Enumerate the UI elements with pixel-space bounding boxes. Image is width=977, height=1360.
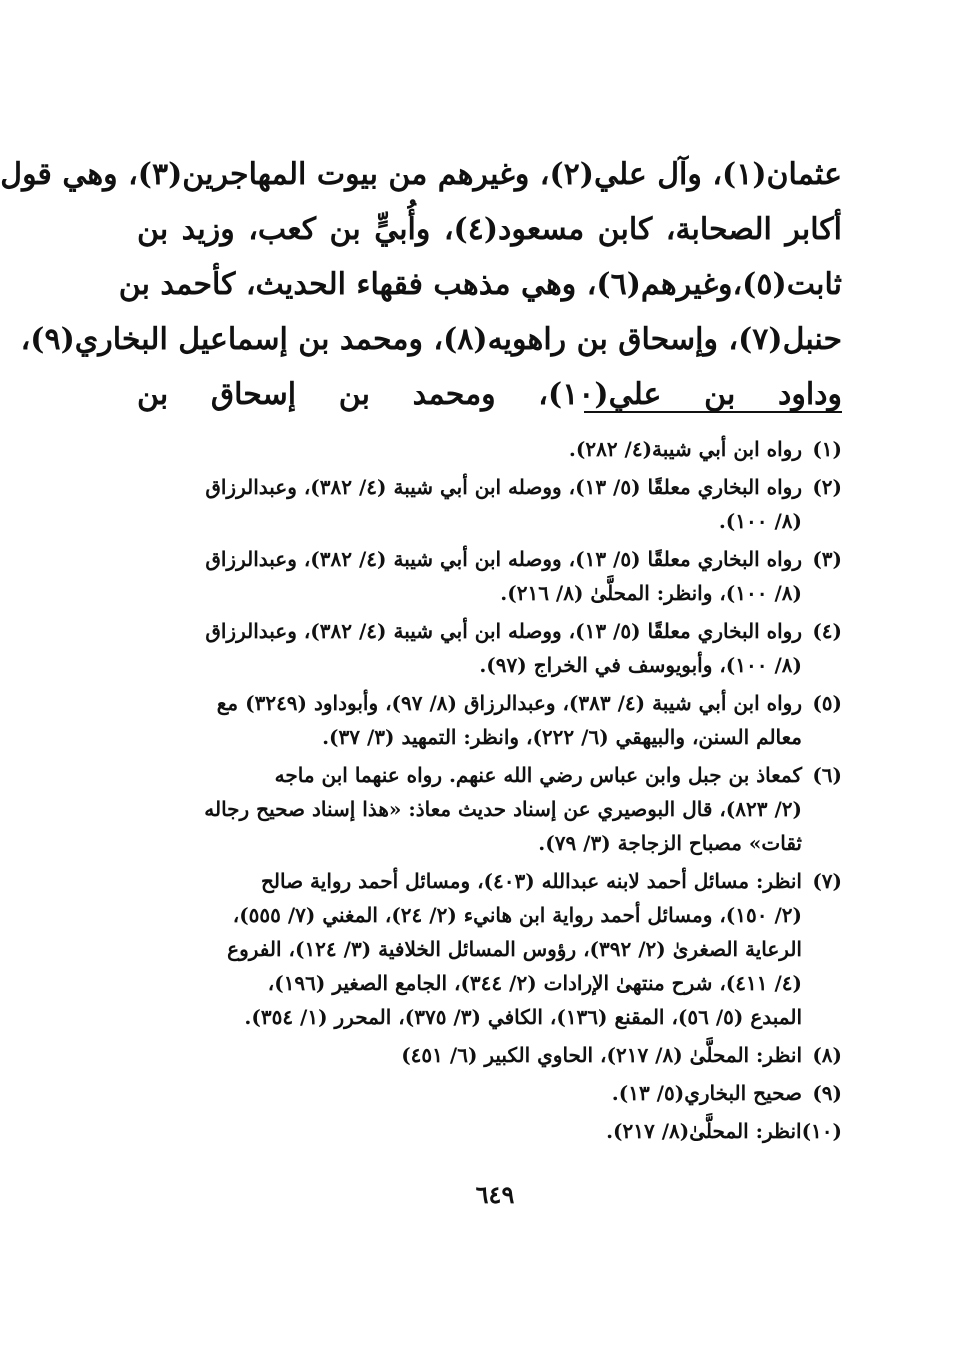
footnote-line: المبدع (٥/ ٥٦)، المقنع (١٣٦)، الكافي (٣/ ٣٧٥)، المحرر (١/ ٣٥٤). bbox=[244, 1005, 802, 1029]
footnote-body bbox=[142, 1076, 802, 1110]
footnote-line: معالم السنن، والبيهقي (٦/ ٢٢٢)، وانظر: التمهيد (٣/ ٣٧). bbox=[322, 725, 802, 749]
footnote-line: الرعاية الصغرىٰ (٢/ ٣٩٢)، رؤوس المسائل الخلافية (٣/ ١٢٤)، الفروع bbox=[227, 937, 802, 961]
footnote-number: (٦) bbox=[812, 763, 842, 787]
footnotes bbox=[142, 432, 842, 1152]
footnote-number: (٢) bbox=[812, 475, 842, 499]
footnote-line: (٨/ ١٠٠)، وانظر: المحلَّىٰ (٨/ ٢١٦). bbox=[500, 581, 802, 605]
footnote-separator bbox=[584, 411, 842, 413]
footnote bbox=[142, 542, 842, 610]
footnote-number: (٤) bbox=[812, 619, 842, 643]
footnote-body bbox=[142, 758, 802, 860]
footnote-body bbox=[142, 542, 802, 610]
footnote-line: (٨/ ١٠٠). bbox=[718, 509, 802, 533]
footnote bbox=[142, 470, 842, 538]
footnote-body bbox=[142, 432, 802, 466]
footnote-number: (١) bbox=[812, 437, 842, 461]
footnote bbox=[142, 1114, 842, 1148]
footnote-line: (٢/ ٨٢٣)، قال البوصيري عن إسناد حديث معاذ: «هذا إسناد صحيح رجاله bbox=[204, 797, 802, 821]
footnote bbox=[142, 1038, 842, 1072]
footnote-line: انظر: المحلَّىٰ (٨/ ٢١٧)، الحاوي الكبير (٦/ ٤٥١) bbox=[401, 1043, 802, 1067]
main-text-line: ثابت(٥)،وغيرهم(٦)، وهي مذهب فقهاء الحديث، كأحمد بن bbox=[118, 267, 842, 302]
footnote bbox=[142, 758, 842, 860]
footnote-body bbox=[142, 686, 802, 754]
footnote-body bbox=[142, 470, 802, 538]
footnote-line: (٨/ ١٠٠)، وأبويوسف في الخراج (٩٧). bbox=[479, 653, 802, 677]
footnote-number: (٨) bbox=[812, 1043, 842, 1067]
footnote-line: رواه البخاري معلقًا (٥/ ١٣)، ووصله ابن أبي شيبة (٤/ ٣٨٢)، وعبدالرزاق bbox=[205, 547, 802, 571]
footnote-number: (٧) bbox=[812, 869, 842, 893]
main-text bbox=[0, 147, 842, 422]
footnote-line: انظر: مسائل أحمد لابنه عبدالله (٤٠٣)، ومسائل أحمد رواية صالح bbox=[260, 869, 802, 893]
footnote-body bbox=[142, 1114, 802, 1148]
footnote-line: (٢/ ١٥٠)، ومسائل أحمد رواية ابن هانيء (٢/ ٢٤)، المغني (٧/ ٥٥٥)، bbox=[232, 903, 802, 927]
footnote-line: رواه البخاري معلقًا (٥/ ١٣)، ووصله ابن أبي شيبة (٤/ ٣٨٢)، وعبدالرزاق bbox=[205, 475, 802, 499]
footnote-number: (١٠) bbox=[801, 1119, 842, 1143]
footnote-line: كمعاذ بن جبل وابن عباس رضي الله عنهم. رواه عنهما ابن ماجه bbox=[274, 763, 802, 787]
footnote bbox=[142, 864, 842, 1034]
footnote-number: (٥) bbox=[812, 691, 842, 715]
footnote-line: رواه البخاري معلقًا (٥/ ١٣)، ووصله ابن أبي شيبة (٤/ ٣٨٢)، وعبدالرزاق bbox=[205, 619, 802, 643]
footnote-line: صحيح البخاري(٥/ ١٣). bbox=[611, 1081, 802, 1105]
footnote-body bbox=[142, 864, 802, 1034]
footnote bbox=[142, 1076, 842, 1110]
page-number: ٦٤٩ bbox=[475, 1180, 515, 1209]
footnote-line: رواه ابن أبي شيبة(٤/ ٢٨٢). bbox=[568, 437, 802, 461]
footnote-line: رواه ابن أبي شيبة (٤/ ٣٨٣)، وعبدالرزاق (٨/ ٩٧)، وأبوداود (٣٢٤٩) مع bbox=[216, 691, 802, 715]
main-text-line: وداود بن علي(١٠)، ومحمد بن إسحاق بن bbox=[137, 377, 842, 412]
footnote-line: انظر: المحلَّىٰ(٨/ ٢١٧). bbox=[606, 1119, 802, 1143]
footnote-line: (٤/ ٤١١)، شرح منتهىٰ الإرادات (٢/ ٣٤٤)، الجامع الصغير (١٩٦)، bbox=[267, 971, 802, 995]
footnote-line: ثقات» مصباح الزجاجة (٣/ ٧٩). bbox=[538, 831, 802, 855]
footnote-body bbox=[142, 614, 802, 682]
footnote bbox=[142, 432, 842, 466]
footnote bbox=[142, 686, 842, 754]
footnote-body bbox=[142, 1038, 802, 1072]
main-text-line: أكابر الصحابة، كابن مسعود(٤)، وأُبيٍّ بن كعب، وزيد بن bbox=[137, 212, 842, 247]
footnote-number: (٣) bbox=[812, 547, 842, 571]
main-text-line: حنبل(٧)، وإسحاق بن راهويه(٨)، ومحمد بن إسماعيل البخاري(٩)، bbox=[20, 322, 842, 357]
footnote-number: (٩) bbox=[812, 1081, 842, 1105]
footnote bbox=[142, 614, 842, 682]
main-text-line: عثمان(١)، وآل علي(٢)، وغيرهم من بيوت المهاجرين(٣)، وهي قول bbox=[0, 157, 842, 192]
